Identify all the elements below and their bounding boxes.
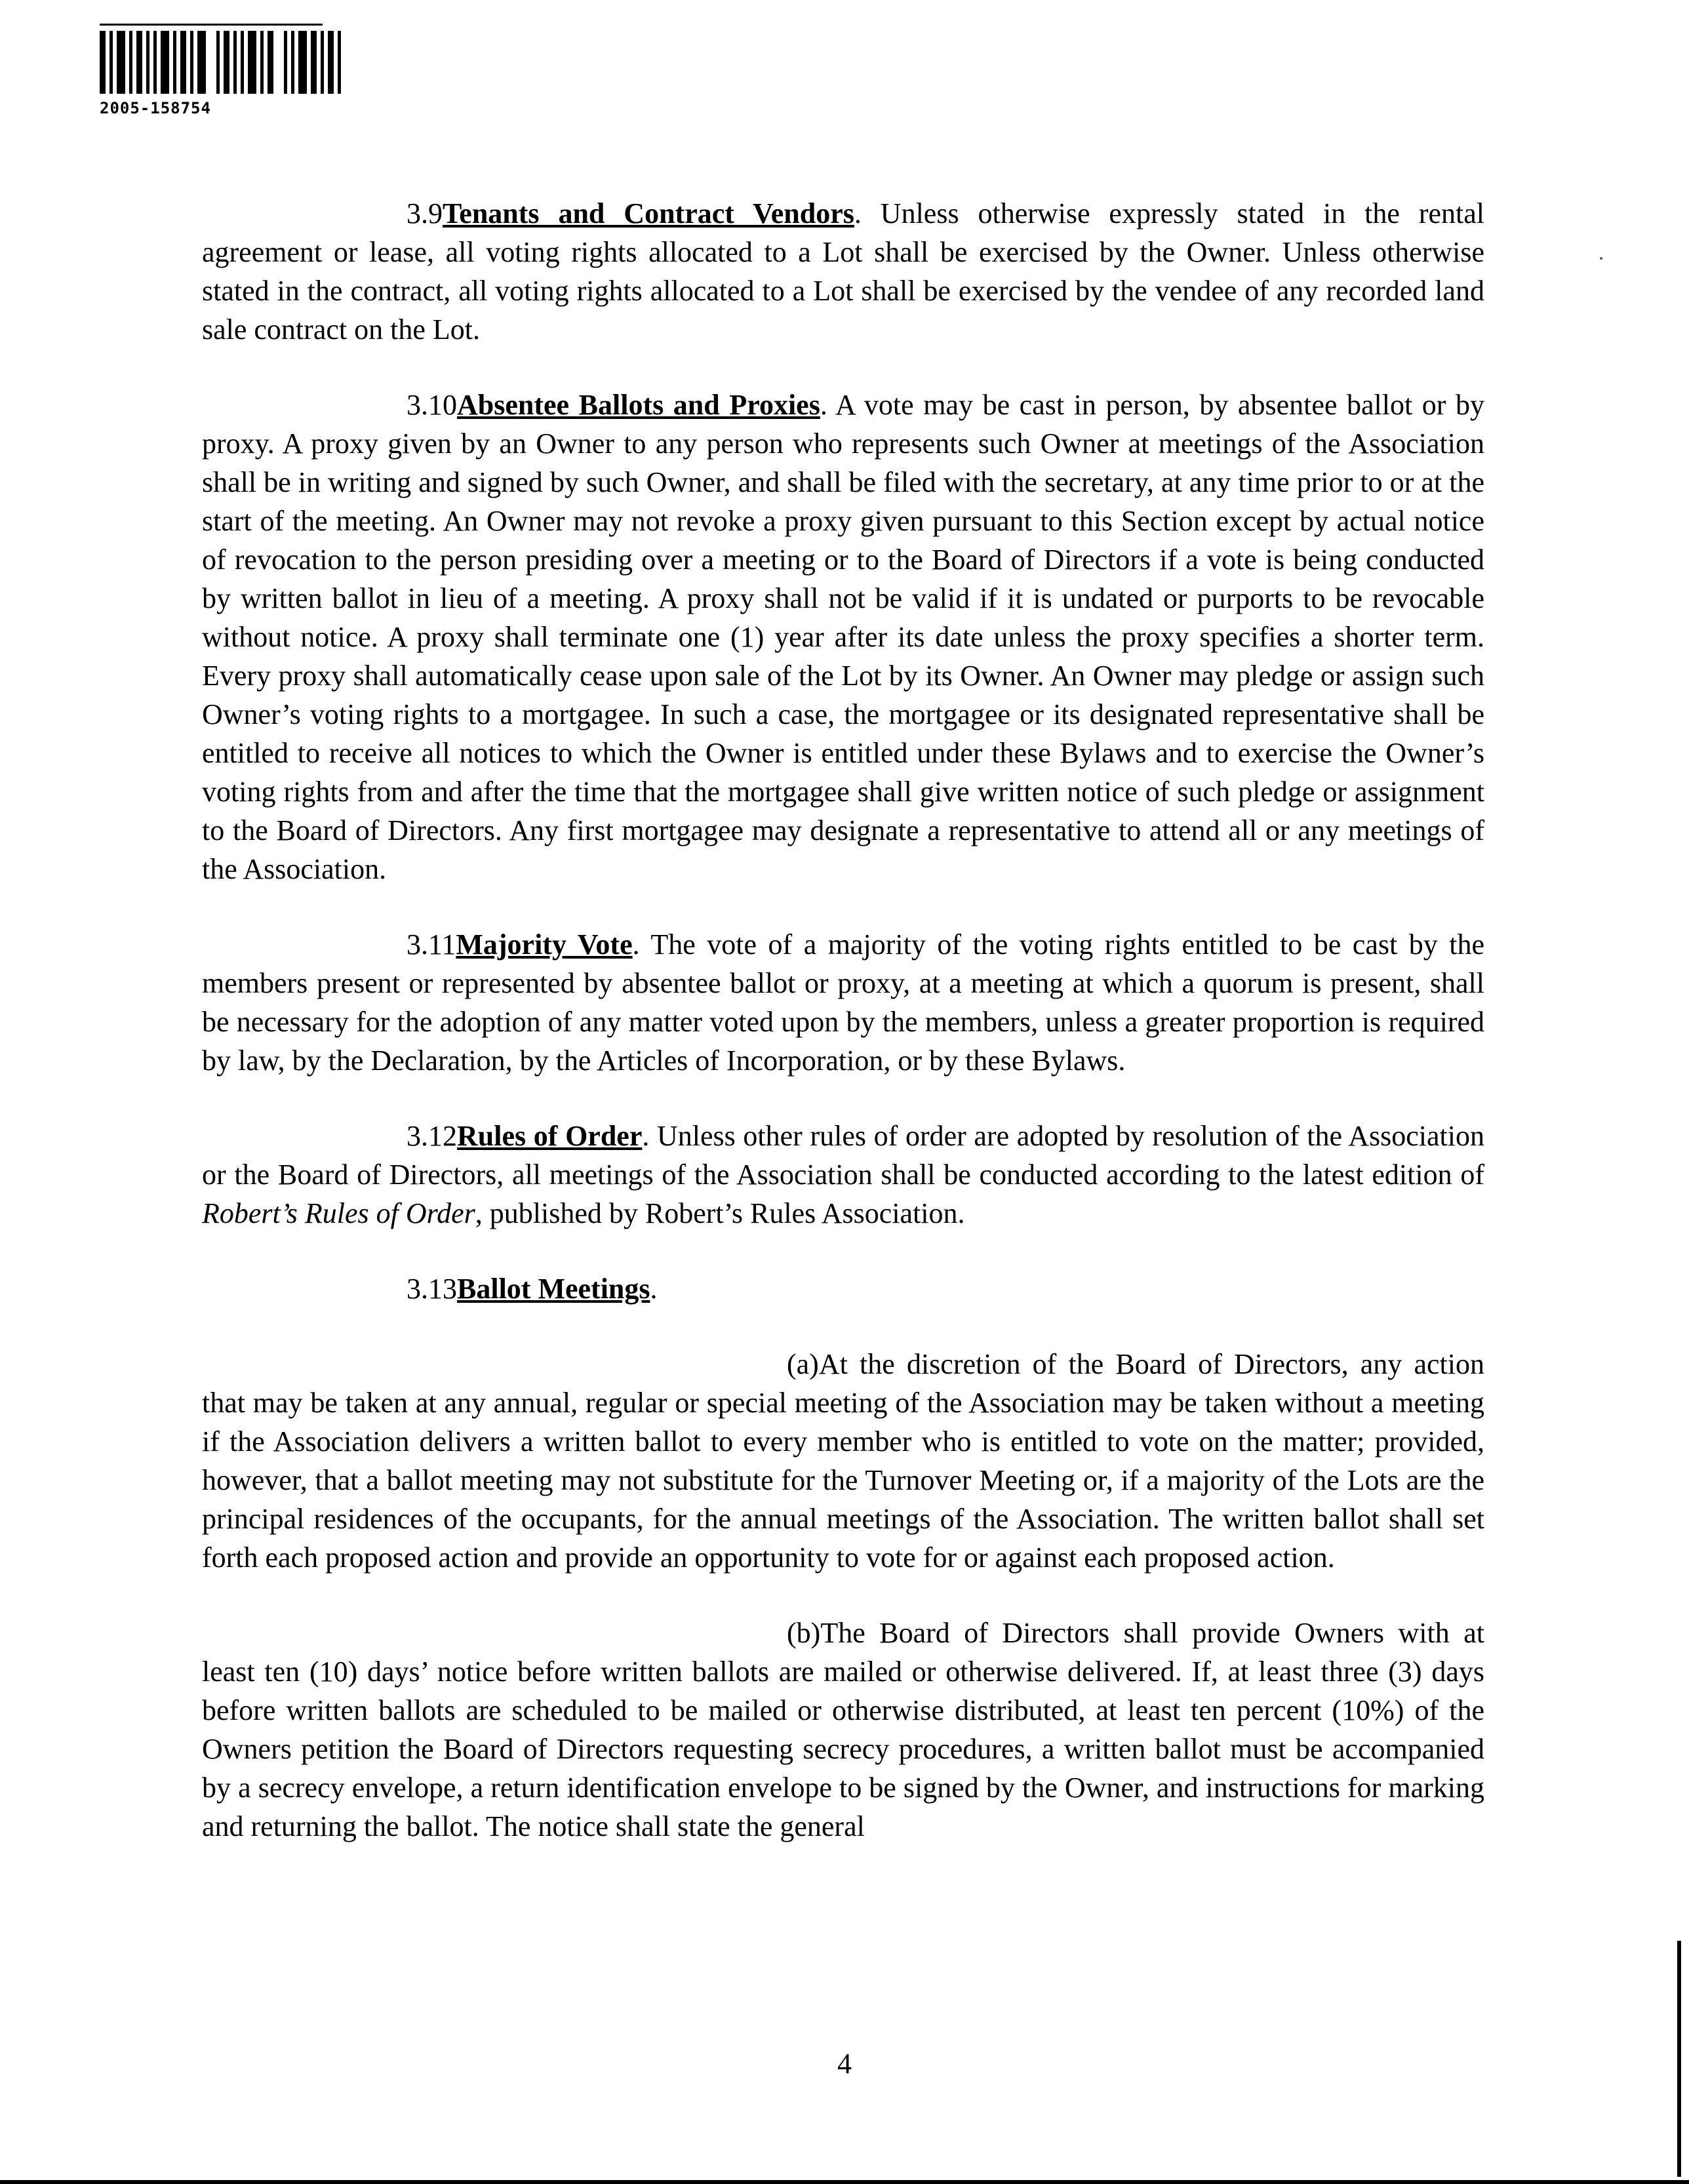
barcode-number: 2005-158754 — [100, 99, 211, 117]
section-number: 3.9 — [407, 197, 443, 229]
section-italic-text: Robert’s Rules of Order — [202, 1197, 475, 1229]
subsection-label: (b) — [787, 1617, 821, 1649]
section-text: Unless other rules of order are adopted by resolution of the Association or the Board of Directors, all meetings of the Association shall be conducted according to the latest edition of — [202, 1120, 1485, 1191]
section-title: Absentee Ballots and Proxies — [457, 389, 820, 421]
barcode-top-rule — [100, 24, 323, 26]
section-text-end: , published by Robert’s Rules Association. — [475, 1197, 965, 1229]
section-3-11 — [202, 925, 1484, 1080]
subsection-label: (a) — [787, 1348, 819, 1380]
recording-barcode-block — [100, 24, 408, 117]
scan-edge-right — [1677, 1941, 1681, 2177]
section-title-period: . — [854, 197, 862, 229]
section-title-period: . — [642, 1120, 650, 1152]
section-title-period: . — [632, 928, 640, 961]
page-number: 4 — [837, 2048, 852, 2080]
section-title: Tenants and Contract Vendors — [443, 197, 854, 229]
subsection-text: The Board of Directors shall provide Owners with at least ten (10) days’ notice before written ballots are mailed or otherwise delivered. If, at least three (3) days before written ballots are scheduled to be mailed or otherwise distributed, at least ten percent (10%) of the Owners petition the Board of Directors requesting secrecy procedures, a written ballot must be accompanied by a secrecy envelope, a return identification envelope to be signed by the Owner, and instructions for marking and returning the ballot. The notice shall state the general — [202, 1617, 1484, 1842]
subsection-text: At the discretion of the Board of Directors, any action that may be taken at any annual, regular or special meeting of the Association may be taken without a meeting if the Association delivers a written ballot to every member who is entitled to vote on the matter; provided, however, that a ballot meeting may not substitute for the Turnover Meeting or, if a majority of the Lots are the principal residences of the occupants, for the annual meetings of the Association. The written ballot shall set forth each proposed action and provide an opportunity to vote for or against each proposed action. — [202, 1348, 1484, 1574]
barcode-icon — [100, 31, 408, 94]
section-3-13-b — [202, 1614, 1484, 1846]
section-3-13-a — [202, 1345, 1484, 1577]
section-number: 3.11 — [407, 928, 456, 961]
section-text: A vote may be cast in person, by absentee ballot or by proxy. A proxy given by an Owner to any person who represents such Owner at meetings of the Association shall be in writing and signed by such Owner, and shall be filed with the secretary, at any time prior to or at the start of the meeting. An Owner may not revoke a proxy given pursuant to this Section except by actual notice of revocation to the person presiding over a meeting or to the Board of Directors if a vote is being conducted by written ballot in lieu of a meeting. A proxy shall not be valid if it is undated or purports to be revocable without notice. A proxy shall terminate one (1) year after its date unless the proxy specifies a shorter term. Every proxy shall automatically cease upon sale of the Lot by its Owner. An Owner may pledge or assign such Owner’s voting rights to a mortgagee. In such a case, the mortgagee or its designated representative shall be entitled to receive all notices to which the Owner is entitled under these Bylaws and to exercise the Owner’s voting rights from and after the time that the mortgagee shall give written notice of such pledge or assignment to the Board of Directors. Any first mortgagee may designate a representative to attend all or any meetings of the Association. — [202, 389, 1484, 885]
section-3-10 — [202, 386, 1484, 888]
section-title: Majority Vote — [456, 928, 633, 961]
section-3-9 — [202, 194, 1484, 349]
section-title: Ballot Meetings — [457, 1273, 650, 1305]
section-3-12 — [202, 1117, 1484, 1233]
section-number: 3.12 — [407, 1120, 457, 1152]
section-3-13 — [202, 1269, 1484, 1308]
section-text: The vote of a majority of the voting rights entitled to be cast by the members present or represented by absentee ballot or proxy, at a meeting at which a quorum is present, shall be necessary for the adoption of any matter voted upon by the members, unless a greater proportion is required by law, by the Declaration, by the Articles of Incorporation, or by these Bylaws. — [202, 928, 1484, 1077]
section-title-period: . — [820, 389, 827, 421]
document-body — [202, 194, 1484, 1882]
section-number: 3.10 — [407, 389, 457, 421]
section-text: Unless otherwise expressly stated in the rental agreement or lease, all voting rights allocated to a Lot shall be exercised by the Owner. Unless otherwise stated in the contract, all voting rights allocated to a Lot shall be exercised by the vendee of any recorded land sale contract on the Lot. — [202, 197, 1484, 346]
scan-speck — [1600, 257, 1602, 260]
section-title: Rules of Order — [457, 1120, 643, 1152]
section-title-period: . — [650, 1273, 658, 1305]
section-number: 3.13 — [407, 1273, 457, 1305]
scan-edge-bottom — [0, 2180, 1689, 2184]
